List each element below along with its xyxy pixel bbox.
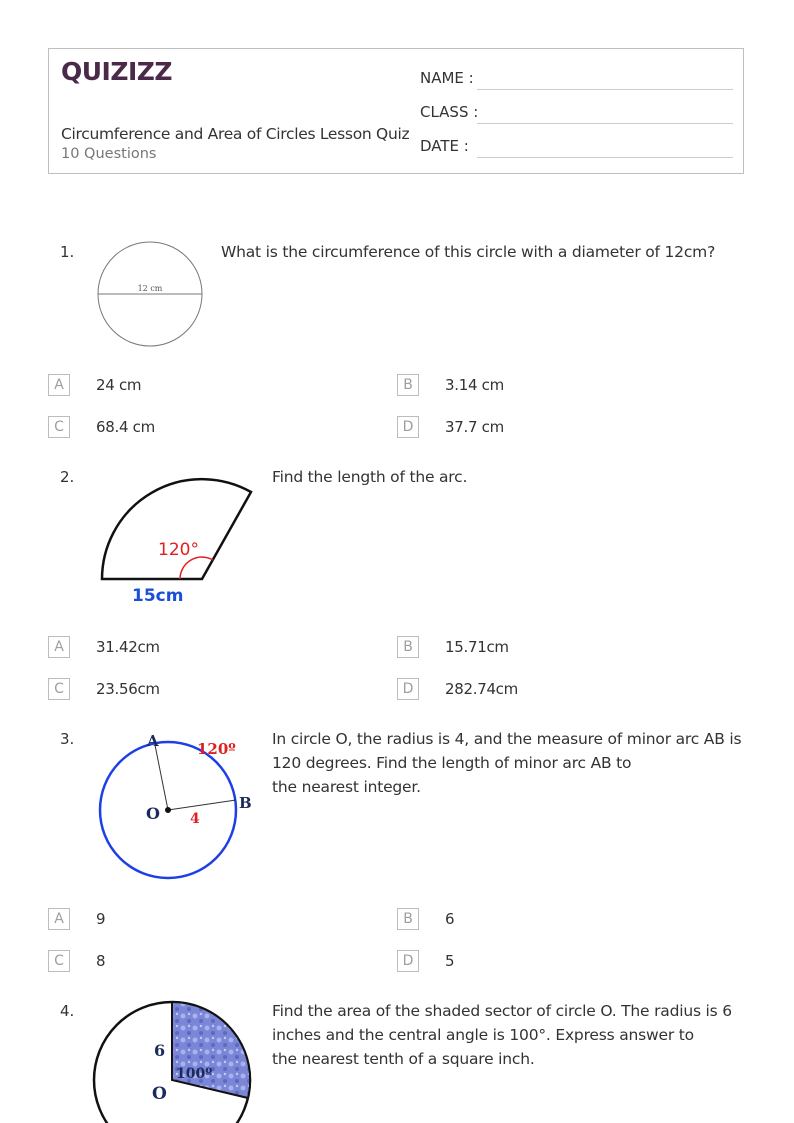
q3-option-a-text: 9: [96, 910, 106, 928]
question-4-figure: [96, 1000, 261, 1123]
diameter-label: 12 cm: [137, 284, 163, 293]
shaded-sector: [172, 1002, 250, 1098]
quiz-title: Circumference and Area of Circles Lesson Quiz: [61, 125, 410, 143]
question-4-line-2: inches and the central angle is 100°. Express answer to: [272, 1026, 694, 1044]
question-2-figure: [96, 474, 256, 609]
q2-option-a-text: 31.42cm: [96, 638, 160, 656]
question-3-figure: [96, 730, 261, 885]
question-3-line-1: In circle O, the radius is 4, and the measure of minor arc AB is: [272, 730, 742, 748]
name-label: NAME :: [420, 69, 474, 87]
question-1-text: What is the circumference of this circle with a diameter of 12cm?: [221, 243, 716, 261]
q2-option-b-text: 15.71cm: [445, 638, 509, 656]
q3-option-a-box[interactable]: A: [48, 908, 70, 930]
question-2-text: Find the length of the arc.: [272, 468, 468, 486]
question-4-text: [272, 999, 742, 1071]
q1-option-d-text: 37.7 cm: [445, 418, 504, 436]
radius-ob: [168, 800, 236, 810]
center-o-label: O: [152, 1084, 167, 1104]
question-2-number: 2.: [60, 468, 75, 486]
question-4-line-3: the nearest tenth of a square inch.: [272, 1050, 535, 1068]
question-3-line-3: the nearest integer.: [272, 778, 421, 796]
q1-option-c-text: 68.4 cm: [96, 418, 155, 436]
radius-label: 15cm: [132, 586, 184, 606]
radius-oa: [155, 745, 168, 810]
q3-option-d-text: 5: [445, 952, 455, 970]
radius-6-label: 6: [154, 1041, 166, 1060]
q2-option-d-text: 282.74cm: [445, 680, 518, 698]
date-line[interactable]: [477, 157, 733, 158]
sector-angle-label: 100º: [176, 1066, 213, 1082]
q3-option-b-text: 6: [445, 910, 455, 928]
center-o-label: O: [146, 804, 160, 823]
q2-option-b-box[interactable]: B: [397, 636, 419, 658]
q1-option-d-box[interactable]: D: [397, 416, 419, 438]
point-b-label: B: [239, 794, 252, 812]
q1-option-c-box[interactable]: C: [48, 416, 70, 438]
question-1-figure: [96, 241, 206, 349]
class-line[interactable]: [477, 123, 733, 124]
q1-option-a-text: 24 cm: [96, 376, 142, 394]
question-count: 10 Questions: [61, 146, 157, 162]
question-3-text: [272, 727, 742, 799]
quizizz-logo: QUIZIZZ: [61, 57, 173, 86]
quiz-header: [48, 48, 744, 174]
q1-option-b-box[interactable]: B: [397, 374, 419, 396]
q3-option-b-box[interactable]: B: [397, 908, 419, 930]
q3-option-c-box[interactable]: C: [48, 950, 70, 972]
question-3-line-2: 120 degrees. Find the length of minor arc AB to: [272, 754, 632, 772]
class-label: CLASS :: [420, 103, 479, 121]
center-point: [165, 807, 171, 813]
point-a-label: A: [147, 732, 159, 750]
q1-option-a-box[interactable]: A: [48, 374, 70, 396]
q3-option-c-text: 8: [96, 952, 106, 970]
angle-label: 120°: [158, 540, 199, 560]
q2-option-d-box[interactable]: D: [397, 678, 419, 700]
arc-angle-label: 120º: [197, 740, 236, 758]
q2-option-c-box[interactable]: C: [48, 678, 70, 700]
question-1-number: 1.: [60, 243, 75, 261]
question-3-number: 3.: [60, 730, 75, 748]
name-line[interactable]: [477, 89, 733, 90]
date-label: DATE :: [420, 137, 469, 155]
question-4-number: 4.: [60, 1002, 75, 1020]
q2-option-c-text: 23.56cm: [96, 680, 160, 698]
q1-option-b-text: 3.14 cm: [445, 376, 504, 394]
question-4-line-1: Find the area of the shaded sector of circle O. The radius is 6: [272, 1002, 732, 1020]
radius-4-label: 4: [190, 811, 200, 827]
q2-option-a-box[interactable]: A: [48, 636, 70, 658]
sector-outline: [102, 479, 251, 579]
q3-option-d-box[interactable]: D: [397, 950, 419, 972]
